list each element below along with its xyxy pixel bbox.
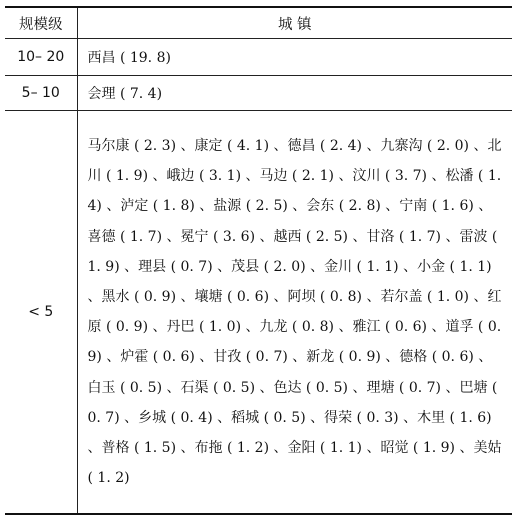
header-row xyxy=(5,7,512,39)
town-scale-table xyxy=(5,6,512,515)
header-scale: 规模级 xyxy=(5,7,77,39)
scale-cell: 5– 10 xyxy=(5,76,77,111)
scale-cell: 10– 20 xyxy=(5,39,77,76)
towns-cell: 会理 ( 7. 4) xyxy=(77,76,512,111)
table-row xyxy=(5,111,512,515)
towns-cell: 马尔康 ( 2. 3) 、康定 ( 4. 1) 、德昌 ( 2. 4) 、九寨沟 ( 2. 0) 、北川 ( 1. 9) 、峨边 ( 3. 1) 、马边 ( 2. 1) 、汶川 ( 3. 7) 、松潘 ( 1. 4) 、泸定 ( 1. 8) 、盐源 ( 2. 5) 、会东 ( 2. 8) 、宁南 ( 1. 6) 、喜德 ( 1. 7) 、冕宁 ( 3. 6) 、越西 ( 2. 5) 、甘洛 ( 1. 7) 、雷波 ( 1. 9) 、理县 ( 0. 7) 、茂县 ( 2. 0) 、金川 ( 1. 1) 、小金 ( 1. 1) 、黑水 ( 0. 9) 、壤塘 ( 0. 6) 、阿坝 ( 0. 8) 、若尔盖 ( 1. 0) 、红原 ( 0. 9) 、丹巴 ( 1. 0) 、九龙 ( 0. 8) 、雅江 ( 0. 6) 、道孚 ( 0. 9) 、炉霍 ( 0. 6) 、甘孜 ( 0. 7) 、新龙 ( 0. 9) 、德格 ( 0. 6) 、白玉 ( 0. 5) 、石渠 ( 0. 5) 、色达 ( 0. 5) 、理塘 ( 0. 7) 、巴塘 ( 0. 7) 、乡城 ( 0. 4) 、稻城 ( 0. 5) 、得荣 ( 0. 3) 、木里 ( 1. 6) 、普格 ( 1. 5) 、布拖 ( 1. 2) 、金阳 ( 1. 1) 、昭觉 ( 1. 9) 、美姑 ( 1. 2) xyxy=(77,111,512,515)
scale-cell: < 5 xyxy=(5,111,77,515)
table-row xyxy=(5,39,512,76)
header-towns: 城 镇 xyxy=(77,7,512,39)
towns-cell: 西昌 ( 19. 8) xyxy=(77,39,512,76)
table-row xyxy=(5,76,512,111)
